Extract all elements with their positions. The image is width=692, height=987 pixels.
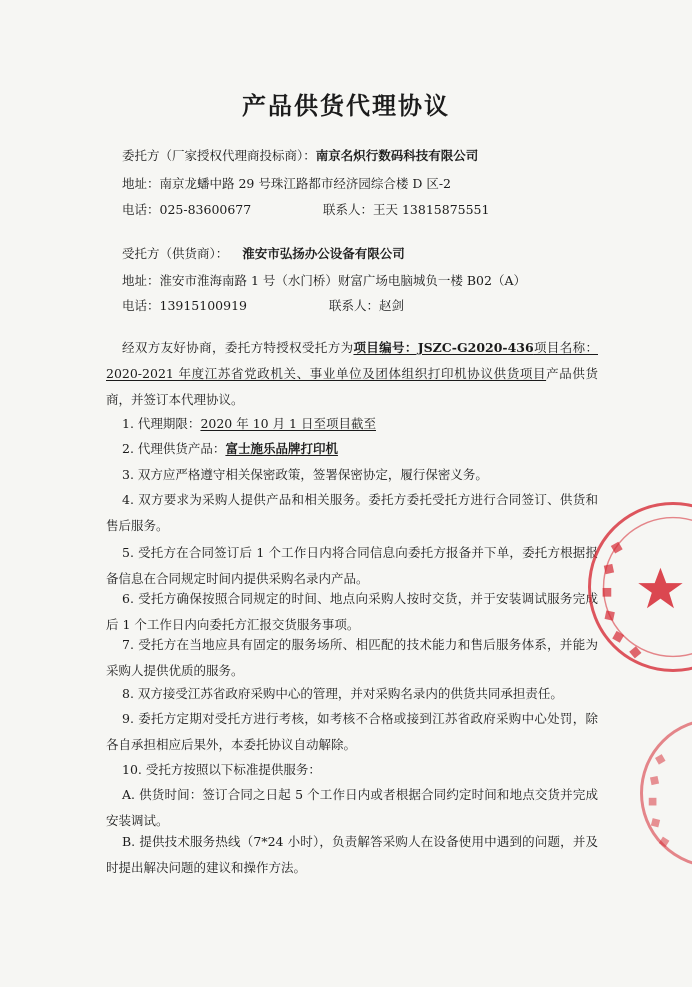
principal-address: 地址：南京龙蟠中路 29 号珠江路都市经济园综合楼 D 区-2: [122, 176, 451, 191]
item-text: 受托方在合同签订后 1 个工作日内将合同信息向委托方报备并下单，委托方根据报备信息在合同规定时间内提供采购名录内产品。: [106, 545, 598, 586]
item-text: 双方接受江苏省政府采购中心的管理，并对采购名录内的供货共同承担责任。: [137, 686, 563, 701]
list-item: [106, 681, 598, 707]
seal-graphic: [591, 505, 692, 669]
item-text: 受托方确保按照合同规定的时间、地点向采购人按时交货，并于安装调试服务完成后 1 个工作日内向委托方汇报交货服务事项。: [106, 591, 598, 632]
item-label: 代理供货产品：: [137, 441, 226, 456]
agent-label: 受托方（供货商）：: [122, 246, 229, 261]
company-seal-partial-icon: [640, 718, 692, 868]
intro-paragraph: [106, 335, 598, 413]
item-text: 提供技术服务热线（7*24 小时），负责解答采购人在设备使用中遇到的问题，并及时提出解决问题的建议和操作方法。: [106, 834, 598, 875]
item-text: 双方要求为采购人提供产品和相关服务。委托方委托受托方进行合同签订、供货和售后服务。: [106, 492, 598, 533]
list-item: [106, 829, 598, 881]
list-item: [106, 782, 598, 834]
item-text: 双方应严格遵守相关保密政策，签署保密协定，履行保密义务。: [137, 467, 488, 482]
principal-label: 委托方（厂家授权代理商投标商）：: [122, 148, 316, 163]
agent-line: [122, 244, 405, 262]
project-number: 项目编号：JSZC-G2020-436: [353, 340, 534, 355]
seal-graphic-2: [643, 721, 692, 865]
list-item: [106, 586, 598, 638]
agent-phone: 电话：13915100919: [122, 298, 247, 313]
list-item: [106, 632, 598, 684]
item-number: 10.: [122, 762, 142, 777]
principal-phone: 电话：025-83600677: [122, 202, 252, 217]
project-name: 项目名称：2020-2021 年度江苏省党政机关、事业单位及团体组织打印机协议供货项目: [106, 340, 598, 381]
principal-contact: 联系人：王天 13815875551: [323, 202, 490, 217]
principal-line: [122, 146, 478, 164]
list-item: [106, 411, 598, 437]
item-number: 2.: [122, 441, 134, 456]
document-title: 产品供货代理协议: [242, 91, 450, 120]
list-item: [106, 436, 598, 462]
agent-name: 淮安市弘扬办公设备有限公司: [242, 246, 405, 261]
item-number: 7.: [122, 637, 134, 652]
item-number: 3.: [122, 467, 134, 482]
item-text: 委托方定期对受托方进行考核，如考核不合格或接到江苏省政府采购中心处罚，除各自承担相应后果外，本委托协议自动解除。: [106, 711, 598, 752]
item-text: 受托方在当地应具有固定的服务场所、相匹配的技术能力和售后服务体系，并能为采购人提供优质的服务。: [106, 637, 598, 678]
principal-name: 南京名炽行数码科技有限公司: [315, 148, 479, 163]
list-item: [106, 462, 598, 488]
item-label: 代理期限：: [137, 416, 201, 431]
agent-contact: 联系人：赵剑: [329, 298, 405, 313]
list-item: [106, 757, 598, 783]
item-number: 4.: [122, 492, 134, 507]
intro-part2: 产品供货商，并签订本代理协议。: [106, 366, 598, 407]
intro-part1: 经双方友好协商，委托方特授权受托方为: [122, 340, 354, 355]
list-item: [106, 487, 598, 539]
list-item: [106, 706, 598, 758]
item-number: 1.: [122, 416, 134, 431]
item-number: A.: [122, 787, 136, 802]
item-number: 9.: [122, 711, 134, 726]
item-text: 供货时间：签订合同之日起 5 个工作日内或者根据合同约定时间和地点交货并完成安装调试。: [106, 787, 598, 828]
item-value: 2020 年 10 月 1 日至项目截至: [200, 416, 376, 431]
item-text: 受托方按照以下标准提供服务：: [145, 762, 321, 777]
item-number: 5.: [122, 545, 134, 560]
item-number: B.: [122, 834, 136, 849]
item-value: 富士施乐品牌打印机: [225, 441, 338, 456]
item-number: 6.: [122, 591, 134, 606]
list-item: [106, 540, 598, 592]
item-number: 8.: [122, 686, 134, 701]
company-seal-star-icon: [588, 502, 692, 672]
agent-address: 地址：淮安市淮海南路 1 号（水门桥）财富广场电脑城负一楼 B02（A）: [122, 273, 526, 288]
